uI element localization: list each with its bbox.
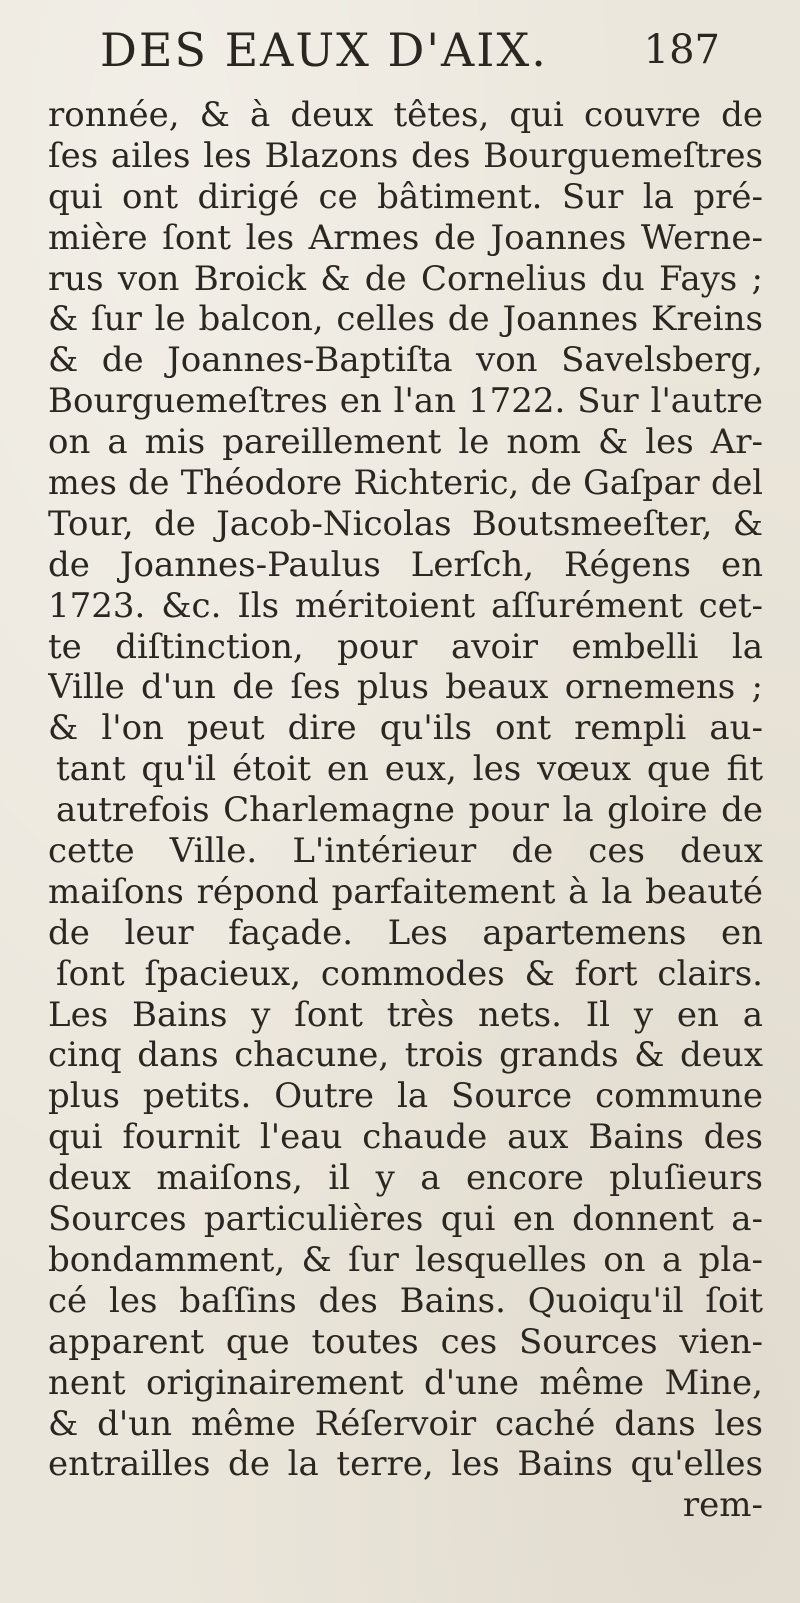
text-line: nent originairement d'une même Mine, bbox=[48, 1362, 763, 1403]
text-line: tant qu'il étoit en eux, les vœux que fit bbox=[56, 749, 763, 790]
text-line: plus petits. Outre la Source commune bbox=[48, 1076, 763, 1117]
text-line: te diſtinction, pour avoir embelli la bbox=[48, 626, 763, 667]
text-line: mière ſont les Armes de Joannes Werne- bbox=[48, 217, 763, 258]
text-line: Tour, de Jacob-Nicolas Boutsmeeſter, & bbox=[48, 503, 763, 544]
running-title: DES EAUX D'AIX. bbox=[100, 23, 548, 77]
text-line: Les Bains y ſont très nets. Il y en a bbox=[48, 994, 763, 1035]
text-line: autrefois Charlemagne pour la gloire de bbox=[56, 790, 763, 831]
text-line: de Joannes-Paulus Lerſch, Régens en bbox=[48, 544, 763, 585]
text-line: ſont ſpacieux, commodes & fort clairs. bbox=[56, 953, 763, 994]
page-header bbox=[100, 22, 720, 78]
text-line: & ſur le balcon, celles de Joannes Kreins bbox=[48, 299, 763, 340]
text-line: ronnée, & à deux têtes, qui couvre de bbox=[48, 95, 763, 135]
catchword: rem- bbox=[682, 1485, 763, 1526]
text-line: ſes ailes les Blazons des Bourguemeſtres bbox=[48, 135, 763, 176]
text-line: apparent que toutes ces Sources vien- bbox=[48, 1321, 763, 1362]
text-line: qui ont dirigé ce bâtiment. Sur la pré- bbox=[48, 176, 763, 217]
text-line: on a mis pareillement le nom & les Ar- bbox=[48, 422, 763, 463]
text-line: & de Joannes-Baptiſta von Savelsberg, bbox=[48, 340, 763, 381]
text-line: mes de Théodore Richteric, de Gaſpar del bbox=[48, 463, 763, 503]
text-line: bondamment, & ſur lesquelles on a pla- bbox=[48, 1239, 763, 1280]
text-line: rus von Broick & de Cornelius du Fays ; bbox=[48, 258, 763, 299]
text-line: entrailles de la terre, les Bains qu'elles bbox=[48, 1444, 763, 1485]
text-line: qui fournit l'eau chaude aux Bains des bbox=[48, 1117, 763, 1158]
text-line: Ville d'un de ſes plus beaux ornemens ; bbox=[48, 667, 763, 708]
text-line: & l'on peut dire qu'ils ont rempli au- bbox=[48, 708, 763, 749]
text-line: cette Ville. L'intérieur de ces deux bbox=[48, 831, 763, 872]
text-line: maiſons répond parfaitement à la beauté bbox=[48, 871, 763, 912]
text-line: Sources particulières qui en donnent a- bbox=[48, 1199, 763, 1240]
text-line: 1723. &c. Ils méritoient aſſurément cet- bbox=[48, 585, 763, 626]
body-text bbox=[48, 95, 763, 1526]
text-line: & d'un même Réſervoir caché dans les bbox=[48, 1403, 763, 1444]
text-line: deux maiſons, il y a encore pluſieurs bbox=[48, 1158, 763, 1199]
page-number: 187 bbox=[643, 27, 720, 73]
text-line: cé les baſſins des Bains. Quoiqu'il ſoit bbox=[48, 1280, 763, 1321]
text-line: Bourguemeſtres en l'an 1722. Sur l'autre bbox=[48, 381, 763, 422]
text-line: cinq dans chacune, trois grands & deux bbox=[48, 1035, 763, 1076]
text-line: de leur façade. Les apartemens en bbox=[48, 912, 763, 953]
